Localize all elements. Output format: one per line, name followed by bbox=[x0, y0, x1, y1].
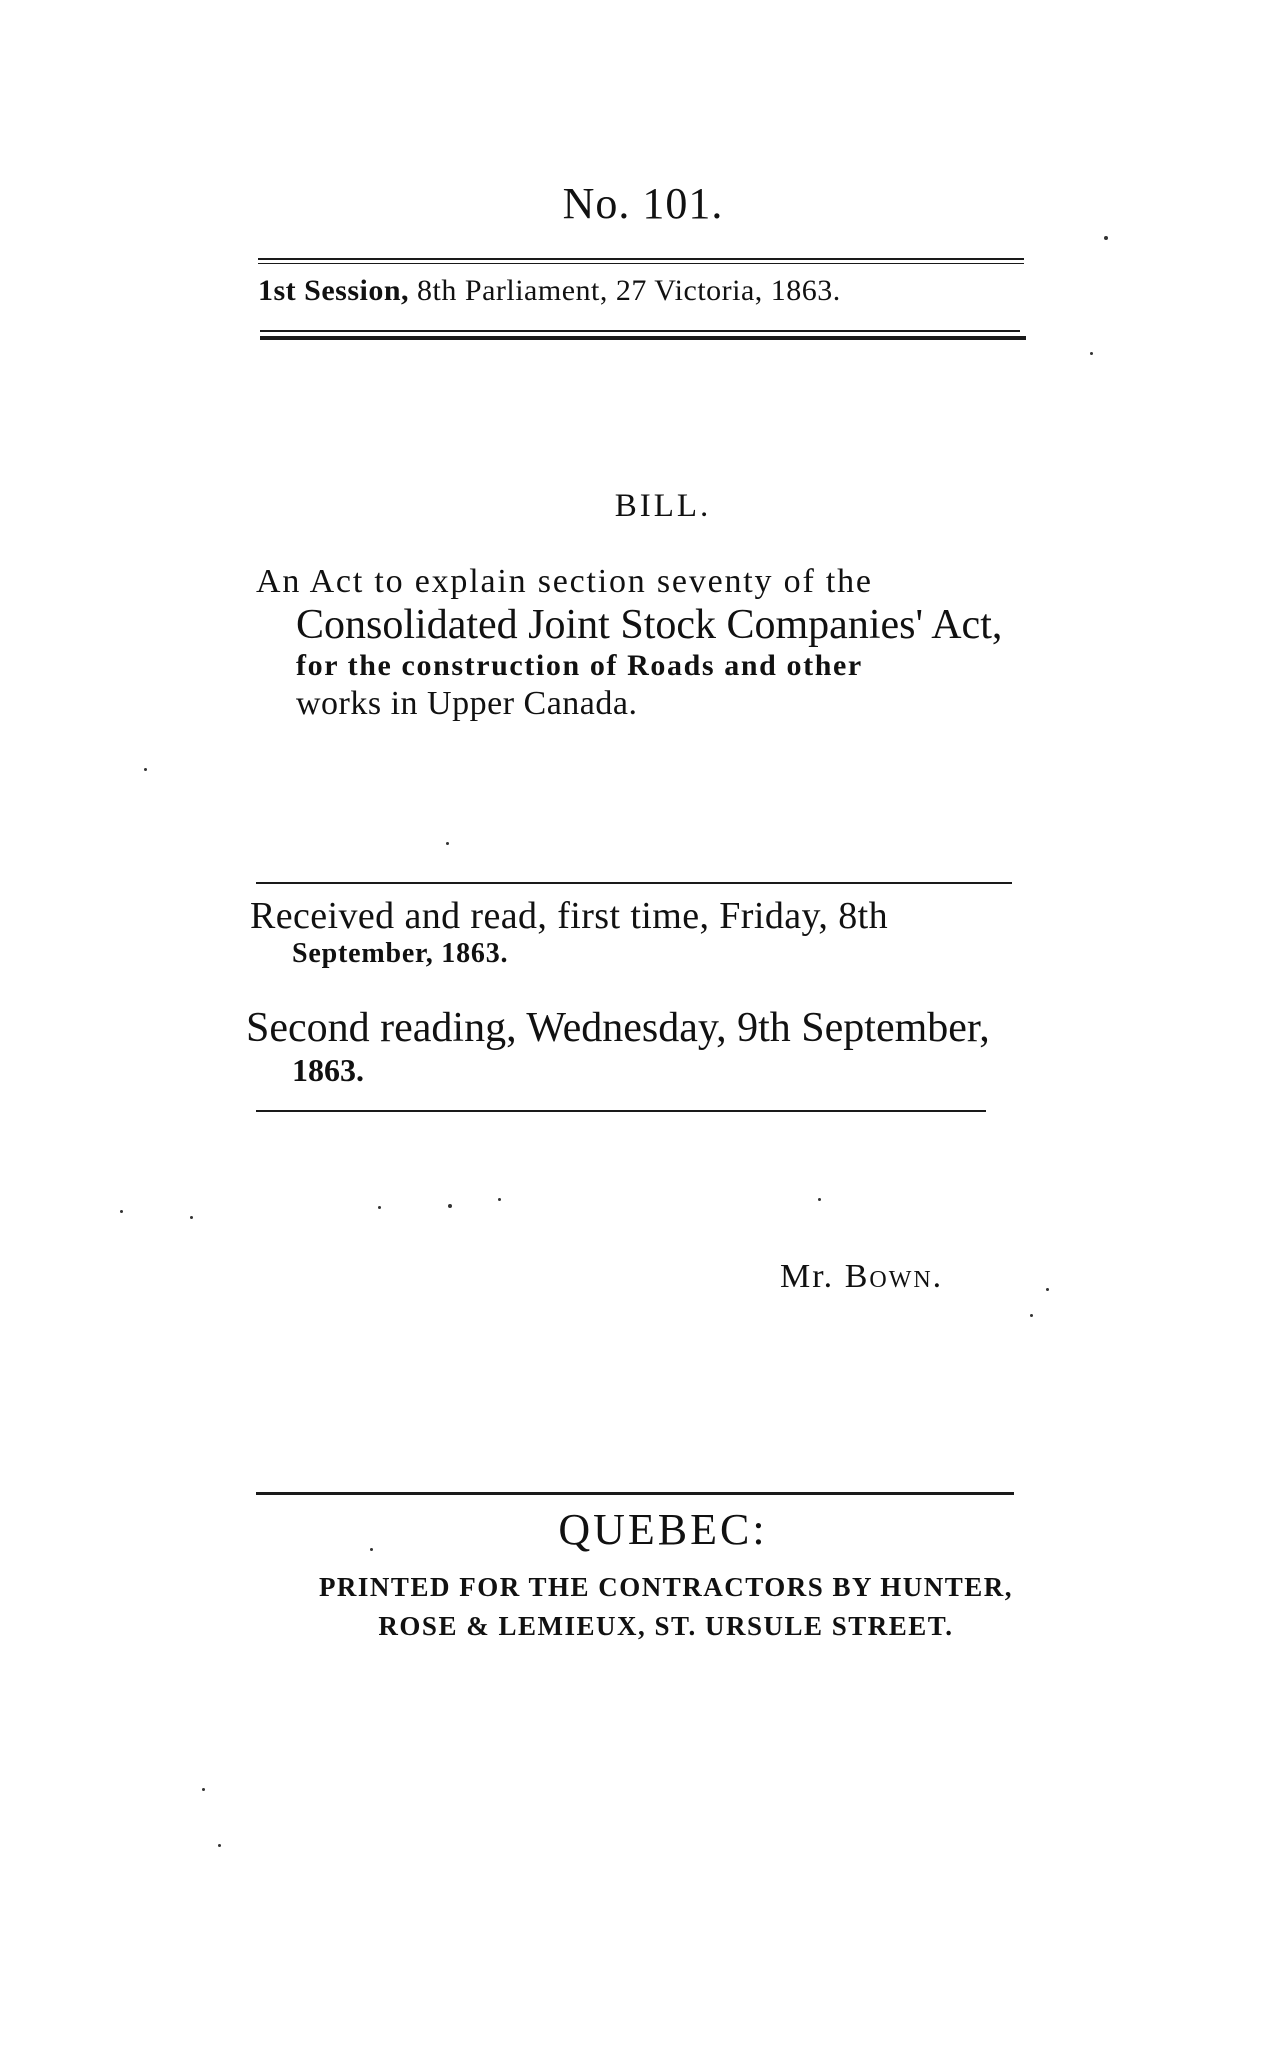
bill-number: No. 101. bbox=[562, 179, 724, 228]
bill-title-line: Consolidated Joint Stock Companies' Act, bbox=[296, 602, 1003, 649]
bill-title-line: for the construction of Roads and other bbox=[296, 649, 863, 683]
bill-heading: BILL. bbox=[614, 488, 712, 524]
mover-name: Bown. bbox=[844, 1258, 944, 1295]
imprint-line: ROSE & LEMIEUX, ST. URSULE STREET. bbox=[378, 1611, 954, 1642]
scan-speck bbox=[1104, 236, 1108, 240]
bill-title-line: works in Upper Canada. bbox=[296, 684, 638, 722]
session-line bbox=[258, 274, 1038, 308]
scan-speck bbox=[190, 1216, 193, 1219]
first-reading bbox=[250, 894, 1030, 970]
session-rule-upper bbox=[260, 330, 1020, 332]
second-reading-line: Second reading, Wednesday, 9th September, bbox=[246, 1005, 990, 1051]
scan-speck bbox=[144, 768, 147, 771]
scan-speck bbox=[120, 1210, 123, 1213]
scan-speck bbox=[378, 1206, 381, 1209]
readings-top-rule bbox=[256, 882, 1012, 884]
mover bbox=[780, 1258, 943, 1296]
mover-prefix: Mr. bbox=[780, 1258, 835, 1295]
second-reading bbox=[246, 1004, 1046, 1089]
session-rule-lower bbox=[260, 336, 1026, 340]
bill-title bbox=[256, 562, 1046, 723]
scan-speck bbox=[1090, 352, 1093, 355]
session-details: 8th Parliament, 27 Victoria, 1863. bbox=[417, 274, 841, 307]
scan-speck bbox=[448, 1204, 452, 1208]
session-number: 1st Session, bbox=[258, 274, 410, 307]
imprint-line: PRINTED FOR THE CONTRACTORS BY HUNTER, bbox=[318, 1572, 1014, 1602]
second-reading-date: 1863. bbox=[292, 1052, 364, 1088]
readings-bottom-rule bbox=[256, 1110, 986, 1112]
top-double-rule-upper bbox=[258, 258, 1024, 260]
scan-speck bbox=[446, 842, 449, 845]
imprint-rule bbox=[256, 1492, 1014, 1495]
scan-speck bbox=[1030, 1314, 1033, 1317]
scan-speck bbox=[218, 1844, 221, 1847]
imprint-printer bbox=[0, 1568, 1286, 1646]
first-reading-line: Received and read, first time, Friday, 8th bbox=[250, 895, 888, 937]
scan-speck bbox=[498, 1198, 501, 1201]
first-reading-date: September, 1863. bbox=[292, 938, 509, 969]
scan-speck bbox=[818, 1198, 821, 1201]
scan-speck bbox=[202, 1788, 205, 1791]
scan-speck bbox=[1046, 1288, 1049, 1291]
bill-title-line: An Act to explain section seventy of the bbox=[256, 563, 873, 600]
imprint-place: QUEBEC: bbox=[558, 1505, 768, 1554]
top-double-rule-lower bbox=[258, 263, 1024, 264]
scan-speck bbox=[370, 1548, 373, 1551]
